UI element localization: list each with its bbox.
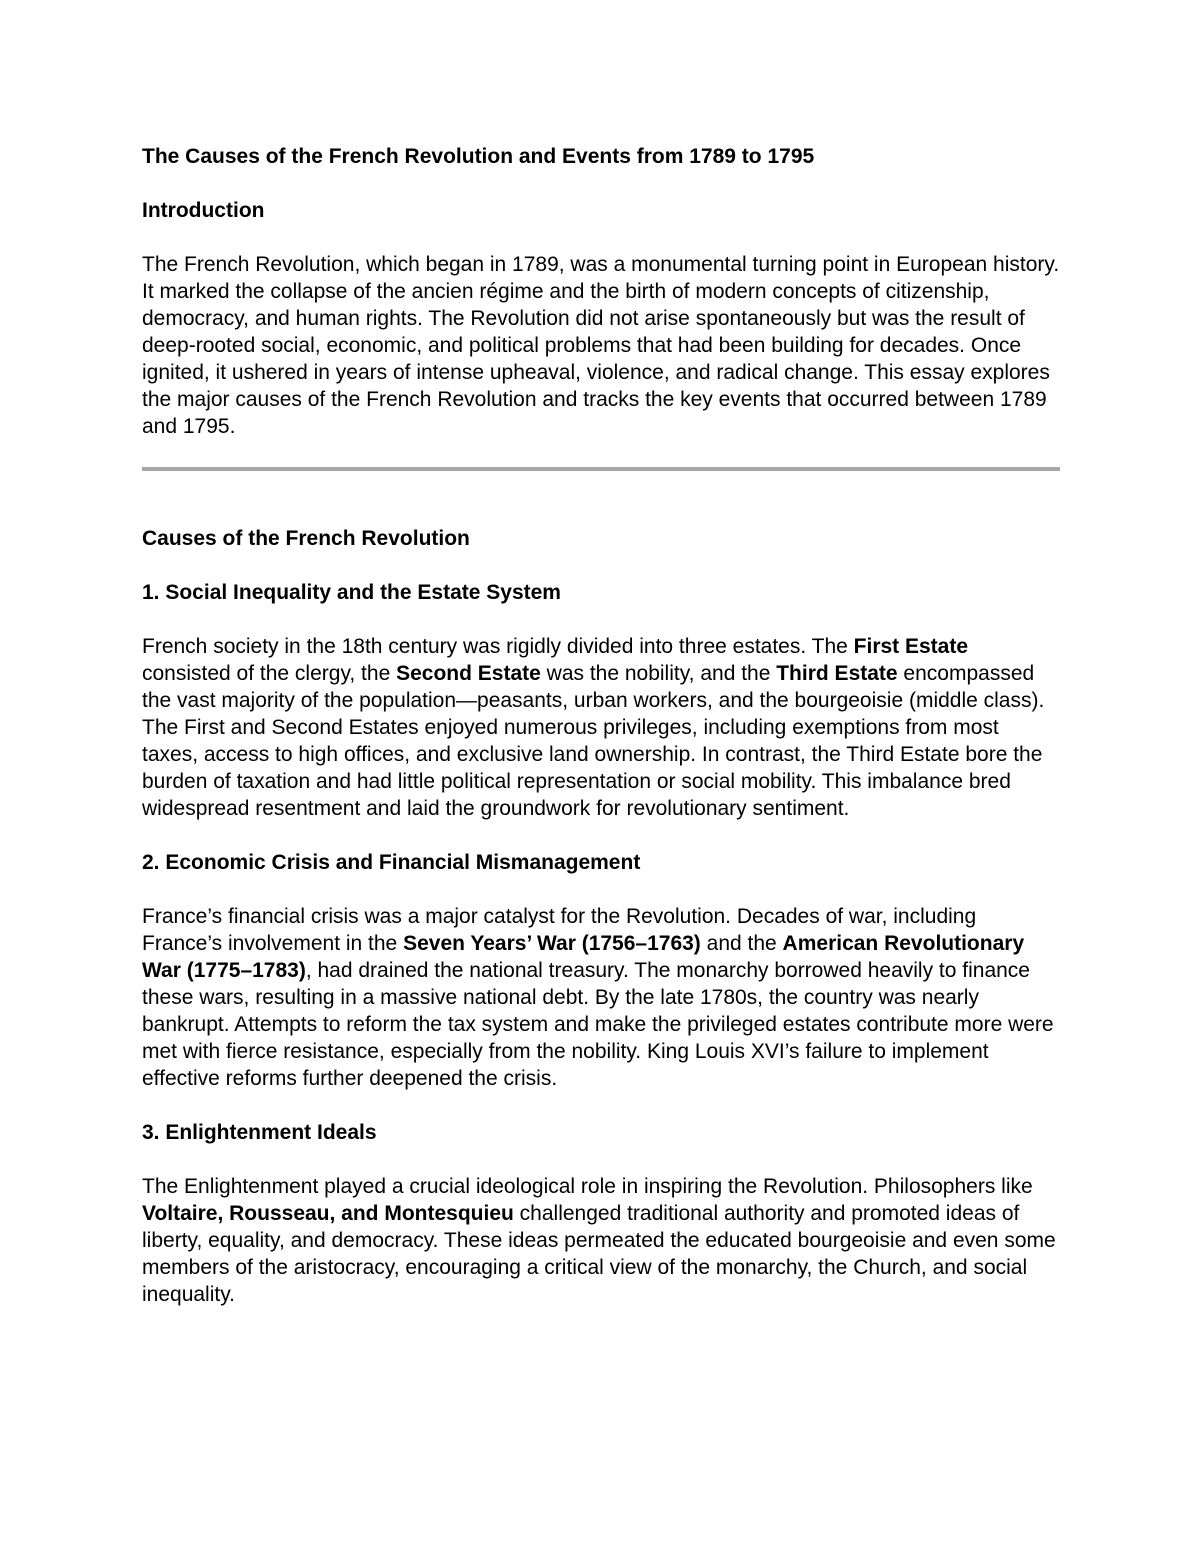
text-run: France’s financial crisis was a major catalyst for the Revolution. Decades of war, including France’s involvement in the [142,905,977,955]
text-run: , had drained the national treasury. The monarchy borrowed heavily to finance these wars, resulting in a massive national debt. By the late 1780s, the country was nearly bankrupt. Attempts to reform the tax system and make the privileged estates contribute more were met with fierce resistance, especially from the nobility. King Louis XVI’s failure to implement effective reforms further deepened the crisis. [142,959,1054,1090]
social-inequality-paragraph [142,633,1060,822]
text-run: was the nobility, and the [540,662,777,685]
document-page [142,143,1060,1308]
document-title: The Causes of the French Revolution and Events from 1789 to 1795 [142,145,815,168]
text-run: and the [700,932,783,955]
economic-crisis-heading: 2. Economic Crisis and Financial Mismanagement [142,851,641,874]
bold-term-third-estate: Third Estate [776,662,898,685]
enlightenment-heading: 3. Enlightenment Ideals [142,1121,377,1144]
bold-term-seven-years-war: Seven Years’ War (1756–1763) [403,932,701,955]
causes-heading: Causes of the French Revolution [142,527,470,550]
text-run: challenged traditional authority and promoted ideas of liberty, equality, and democracy. These ideas permeated the educated bourgeoisie and even some members of the aristocracy, encouraging a critical view of the monarchy, the Church, and social inequality. [142,1202,1056,1306]
text-run: The Enlightenment played a crucial ideological role in inspiring the Revolution. Philosophers like [142,1175,1033,1198]
introduction-heading: Introduction [142,199,265,222]
enlightenment-paragraph [142,1173,1060,1308]
introduction-paragraph: The French Revolution, which began in 1789, was a monumental turning point in European history. It marked the collapse of the ancien régime and the birth of modern concepts of citizenship, democracy, and human rights. The Revolution did not arise spontaneously but was the result of deep-rooted social, economic, and political problems that had been building for decades. Once ignited, it ushered in years of intense upheaval, violence, and radical change. This essay explores the major causes of the French Revolution and tracks the key events that occurred between 1789 and 1795. [142,253,1060,438]
bold-term-first-estate: First Estate [853,635,969,658]
economic-crisis-paragraph [142,903,1060,1092]
bold-term-american-revolutionary-war: American Revolutionary War (1775–1783) [142,932,1025,982]
bold-term-second-estate: Second Estate [396,662,541,685]
social-inequality-heading: 1. Social Inequality and the Estate System [142,581,561,604]
text-run: consisted of the clergy, the [142,662,397,685]
text-run: French society in the 18th century was rigidly divided into three estates. The [142,635,854,658]
bold-term-philosophers: Voltaire, Rousseau, and Montesquieu [142,1202,514,1225]
text-run: encompassed the vast majority of the population—peasants, urban workers, and the bourgeoisie (middle class). The First and Second Estates enjoyed numerous privileges, including exemptions from most taxes, access to high offices, and exclusive land ownership. In contrast, the Third Estate bore the burden of taxation and had little political representation or social mobility. This imbalance bred widespread resentment and laid the groundwork for revolutionary sentiment. [142,662,1045,820]
